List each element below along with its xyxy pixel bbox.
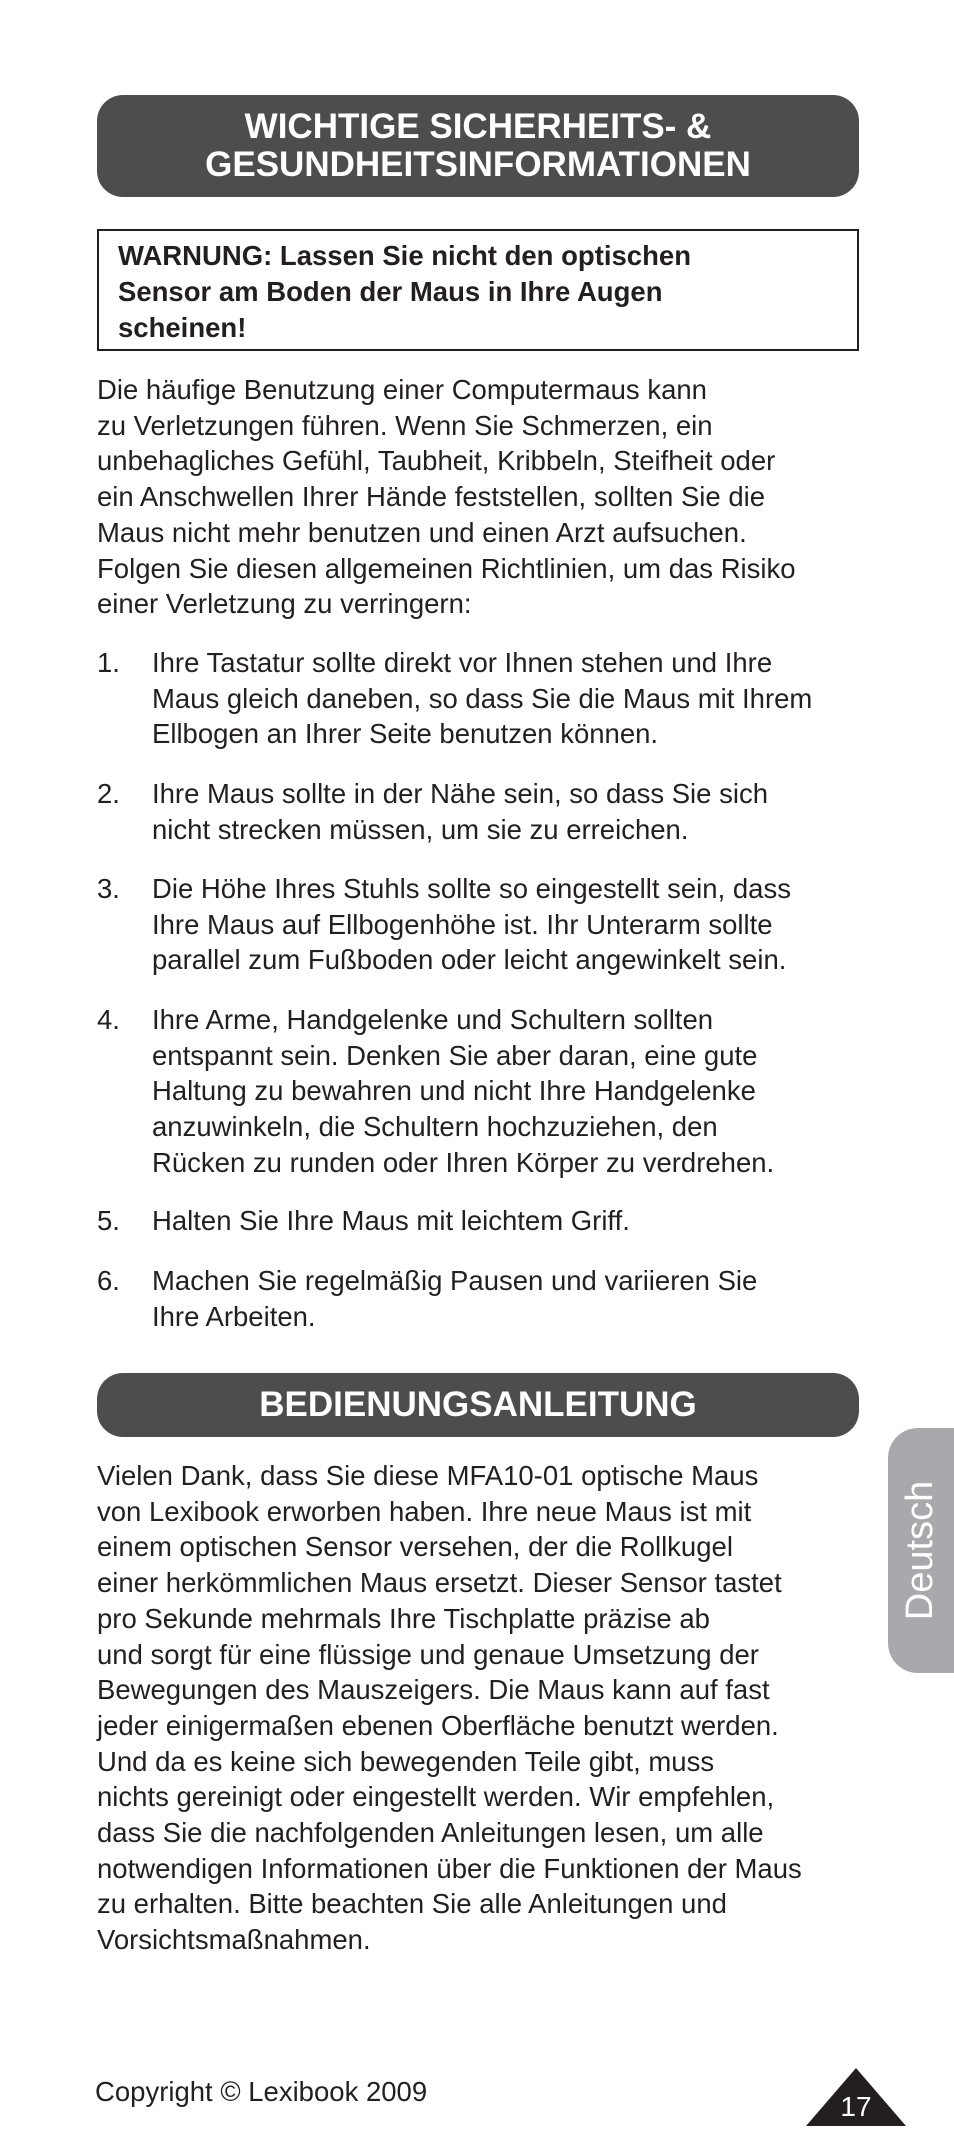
manual-line: Bewegungen des Mauszeigers. Die Maus kann auf fast — [97, 1674, 770, 1706]
manual-line: von Lexibook erworben haben. Ihre neue Maus ist mit — [97, 1495, 752, 1527]
manual-line: pro Sekunde mehrmals Ihre Tischplatte präzise ab — [97, 1602, 710, 1634]
language-tab-label: Deutsch — [899, 1480, 942, 1621]
guideline-number: 1. — [97, 647, 120, 678]
guideline-line: Ihre Tastatur sollte direkt vor Ihnen stehen und Ihre — [152, 647, 773, 678]
manual-line: notwendigen Informationen über die Funktionen der Maus — [97, 1852, 802, 1884]
manual-line: und sorgt für eine flüssige und genaue Umsetzung der — [97, 1638, 759, 1670]
safety-section-header — [97, 95, 859, 197]
manual-line: Vorsichtsmaßnahmen. — [97, 1924, 371, 1956]
warning-box — [97, 229, 859, 351]
intro-line: Die häufige Benutzung einer Computermaus kann — [97, 374, 707, 405]
manual-line: Vielen Dank, dass Sie diese MFA10-01 optische Maus — [97, 1460, 759, 1491]
manual-line: Und da es keine sich bewegenden Teile gibt, muss — [97, 1745, 715, 1777]
guideline-item-3 — [97, 871, 867, 978]
language-tab-label-wrap — [888, 1428, 954, 1673]
guideline-line: Ellbogen an Ihrer Seite benutzen können. — [152, 718, 659, 750]
guideline-line: nicht strecken müssen, um sie zu erreichen. — [152, 813, 689, 845]
guideline-line: parallel zum Fußboden oder leicht angewinkelt sein. — [152, 944, 787, 976]
manual-line: zu erhalten. Bitte beachten Sie alle Anleitungen und — [97, 1888, 727, 1920]
guideline-line: Ihre Maus auf Ellbogenhöhe ist. Ihr Unterarm sollte — [152, 908, 773, 940]
guideline-item-6 — [97, 1263, 867, 1334]
manual-line: einer herkömmlichen Maus ersetzt. Dieser Sensor tastet — [97, 1567, 782, 1599]
intro-line: Maus nicht mehr benutzen und einen Arzt aufsuchen. — [97, 516, 747, 548]
manual-line: einem optischen Sensor versehen, der die Rollkugel — [97, 1531, 733, 1563]
manual-paragraph — [97, 1458, 867, 1958]
safety-intro-paragraph — [97, 372, 867, 622]
guideline-line: Ihre Arme, Handgelenke und Schultern sollten — [152, 1004, 714, 1035]
guideline-line: entspannt sein. Denken Sie aber daran, eine gute — [152, 1039, 758, 1071]
guideline-line: Haltung zu bewahren und nicht Ihre Handgelenke — [152, 1075, 756, 1107]
manual-line: jeder einigermaßen ebenen Oberfläche benutzt werden. — [97, 1709, 779, 1741]
copyright-text: Copyright © Lexibook 2009 — [95, 2076, 428, 2107]
guideline-item-5 — [97, 1203, 867, 1239]
intro-line: ein Anschwellen Ihrer Hände feststellen, sollten Sie die — [97, 481, 766, 513]
guideline-line: Die Höhe Ihres Stuhls sollte so eingestellt sein, dass — [152, 873, 791, 904]
guideline-number: 2. — [97, 778, 120, 809]
guideline-number: 4. — [97, 1004, 120, 1035]
manual-line: nichts gereinigt oder eingestellt werden. Wir empfehlen, — [97, 1781, 775, 1813]
guideline-number: 5. — [97, 1205, 120, 1236]
page-number: 17 — [840, 2091, 872, 2122]
intro-line: Folgen Sie diesen allgemeinen Richtlinien, um das Risiko — [97, 552, 796, 584]
guideline-line: Maus gleich daneben, so dass Sie die Maus mit Ihrem — [152, 682, 813, 714]
safety-title-line-2: GESUNDHEITSINFORMATIONEN — [205, 145, 751, 184]
guideline-number: 6. — [97, 1265, 120, 1296]
intro-line: einer Verletzung zu verringern: — [97, 588, 472, 620]
guideline-line: Ihre Maus sollte in der Nähe sein, so dass Sie sich — [152, 778, 768, 809]
manual-section-header — [97, 1373, 859, 1437]
guideline-line: Ihre Arbeiten. — [152, 1300, 316, 1332]
warning-line: Sensor am Boden der Maus in Ihre Augen — [118, 276, 663, 307]
guideline-line: Machen Sie regelmäßig Pausen und variieren Sie — [152, 1265, 758, 1296]
safety-title-line-1: WICHTIGE SICHERHEITS- & — [244, 107, 712, 146]
manual-title: BEDIENUNGSANLEITUNG — [259, 1385, 697, 1424]
guideline-item-2 — [97, 776, 867, 847]
warning-line: scheinen! — [118, 312, 247, 343]
manual-line: dass Sie die nachfolgenden Anleitungen lesen, um alle — [97, 1817, 764, 1849]
guideline-line: anzuwinkeln, die Schultern hochzuziehen, den — [152, 1111, 718, 1143]
guideline-number: 3. — [97, 873, 120, 904]
intro-line: zu Verletzungen führen. Wenn Sie Schmerzen, ein — [97, 409, 713, 441]
warning-line: WARNUNG: Lassen Sie nicht den optischen — [118, 240, 691, 271]
guideline-line: Halten Sie Ihre Maus mit leichtem Griff. — [152, 1205, 630, 1236]
guideline-item-1 — [97, 645, 867, 752]
guideline-item-4 — [97, 1002, 867, 1181]
intro-line: unbehagliches Gefühl, Taubheit, Kribbeln, Steifheit oder — [97, 445, 776, 477]
guideline-line: Rücken zu runden oder Ihren Körper zu verdrehen. — [152, 1146, 775, 1178]
